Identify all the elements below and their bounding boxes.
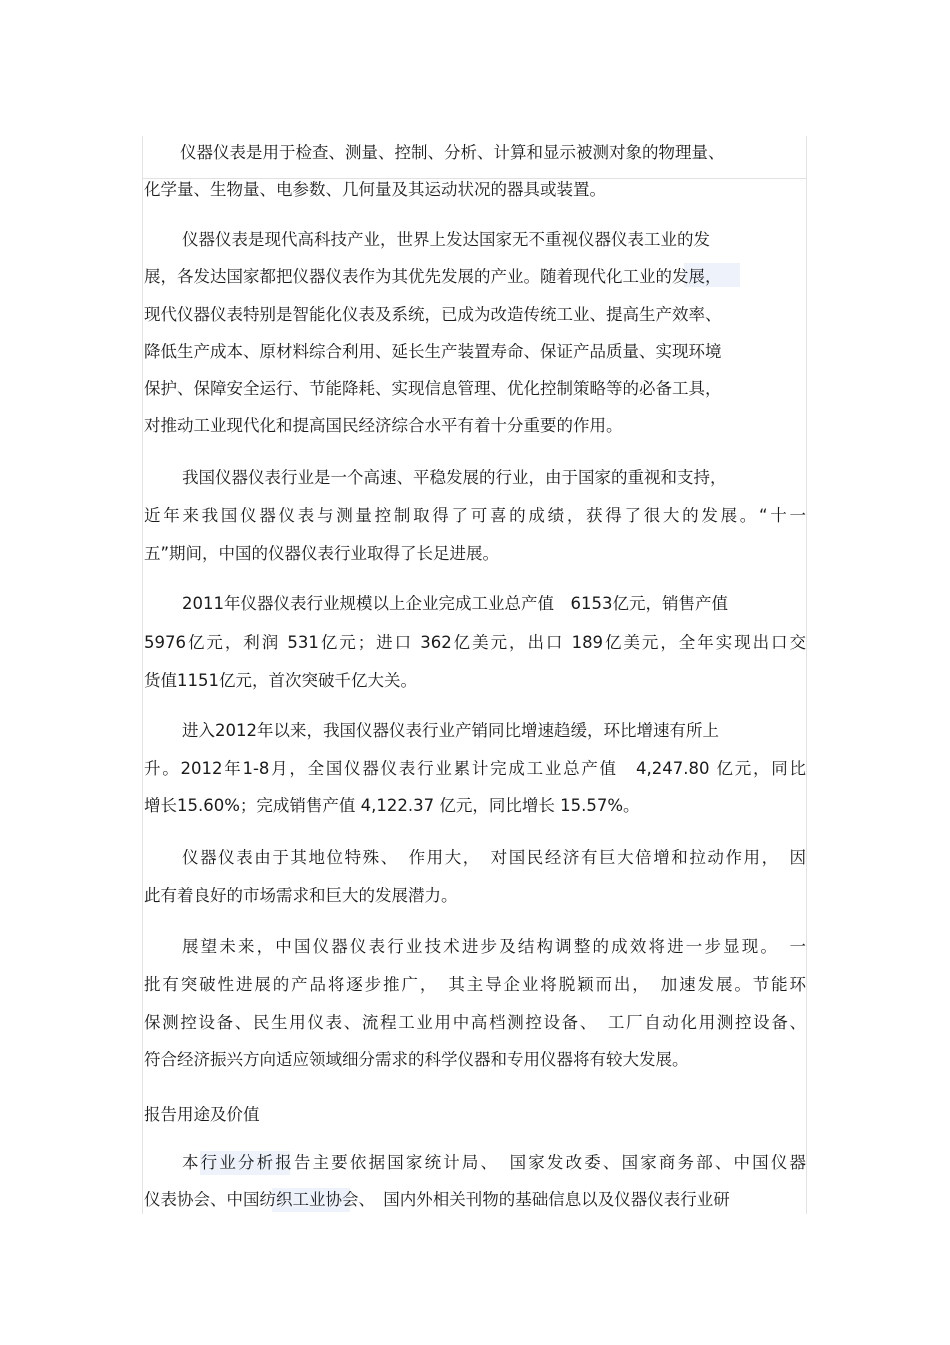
paragraph-line: 仪表协会、中国纺织工业协会、 国内外相关刊物的基础信息以及仪器仪表行业研 [144,1190,730,1209]
paragraph-line: 仪器仪表是现代高科技产业，世界上发达国家无不重视仪器仪表工业的发 [182,230,710,249]
paragraph-line: 进入2012年以来，我国仪器仪表行业产销同比增速趋缓，环比增速有所上 [182,721,719,740]
paragraph-line: 近年来我国仪器仪表与测量控制取得了可喜的成绩，获得了很大的发展。“十一 [144,506,806,525]
paragraph-line: 此有着良好的市场需求和巨大的发展潜力。 [144,886,458,905]
paragraph-line: 五”期间，中国的仪器仪表行业取得了长足进展。 [144,544,500,563]
paragraph-line: 展，各发达国家都把仪器仪表作为其优先发展的产业。随着现代化工业的发展， [144,267,722,286]
paragraph-line: 现代仪器仪表特别是智能化仪表及系统，已成为改造传统工业、提高生产效率、 [144,305,722,324]
paragraph-line: 升。2012年1-8月，全国仪器仪表行业累计完成工业总产值 4,247.80 亿元，同比 [144,759,806,778]
paragraph-line: 保护、保障安全运行、节能降耗、实现信息管理、优化控制策略等的必备工具， [144,379,722,398]
paragraph-line: 符合经济振兴方向适应领域细分需求的科学仪器和专用仪器将有较大发展。 [144,1050,689,1069]
frame-line-left [142,136,143,1214]
paragraph-line: 货值1151亿元，首次突破千亿大关。 [144,671,417,690]
paragraph-line: 对推动工业现代化和提高国民经济综合水平有着十分重要的作用。 [144,416,623,435]
paragraph-line: 仪器仪表由于其地位特殊、 作用大， 对国民经济有巨大倍增和拉动作用， 因 [182,848,806,867]
paragraph-line: 我国仪器仪表行业是一个高速、平稳发展的行业，由于国家的重视和支持， [182,468,727,487]
paragraph-line: 展望未来，中国仪器仪表行业技术进步及结构调整的成效将进一步显现。 一 [182,937,806,956]
paragraph-line: 化学量、生物量、电参数、几何量及其运动状况的器具或装置。 [144,180,606,199]
paragraph-line: 仪器仪表是用于检查、测量、控制、分析、计算和显示被测对象的物理量、 [180,143,725,162]
paragraph-line: 5976亿元，利润 531亿元；进口 362亿美元，出口 189亿美元，全年实现出口交 [144,633,806,652]
paragraph-line: 批有突破性进展的产品将逐步推广， 其主导企业将脱颖而出， 加速发展。节能环 [144,975,806,994]
paragraph-line: 本行业分析报告主要依据国家统计局、 国家发改委、国家商务部、中国仪器 [182,1153,806,1172]
frame-line-right [806,136,807,1214]
paragraph-line: 2011年仪器仪表行业规模以上企业完成工业总产值 6153亿元，销售产值 [182,594,728,613]
paragraph-line: 增长15.60%；完成销售产值 4,122.37 亿元，同比增长 15.57%。 [144,796,640,815]
paragraph-line: 保测控设备、民生用仪表、流程工业用中高档测控设备、 工厂自动化用测控设备、 [144,1013,806,1032]
section-heading: 报告用途及价值 [144,1105,260,1124]
paragraph-line: 降低生产成本、原材料综合利用、延长生产装置寿命、保证产品质量、实现环境 [144,342,722,361]
